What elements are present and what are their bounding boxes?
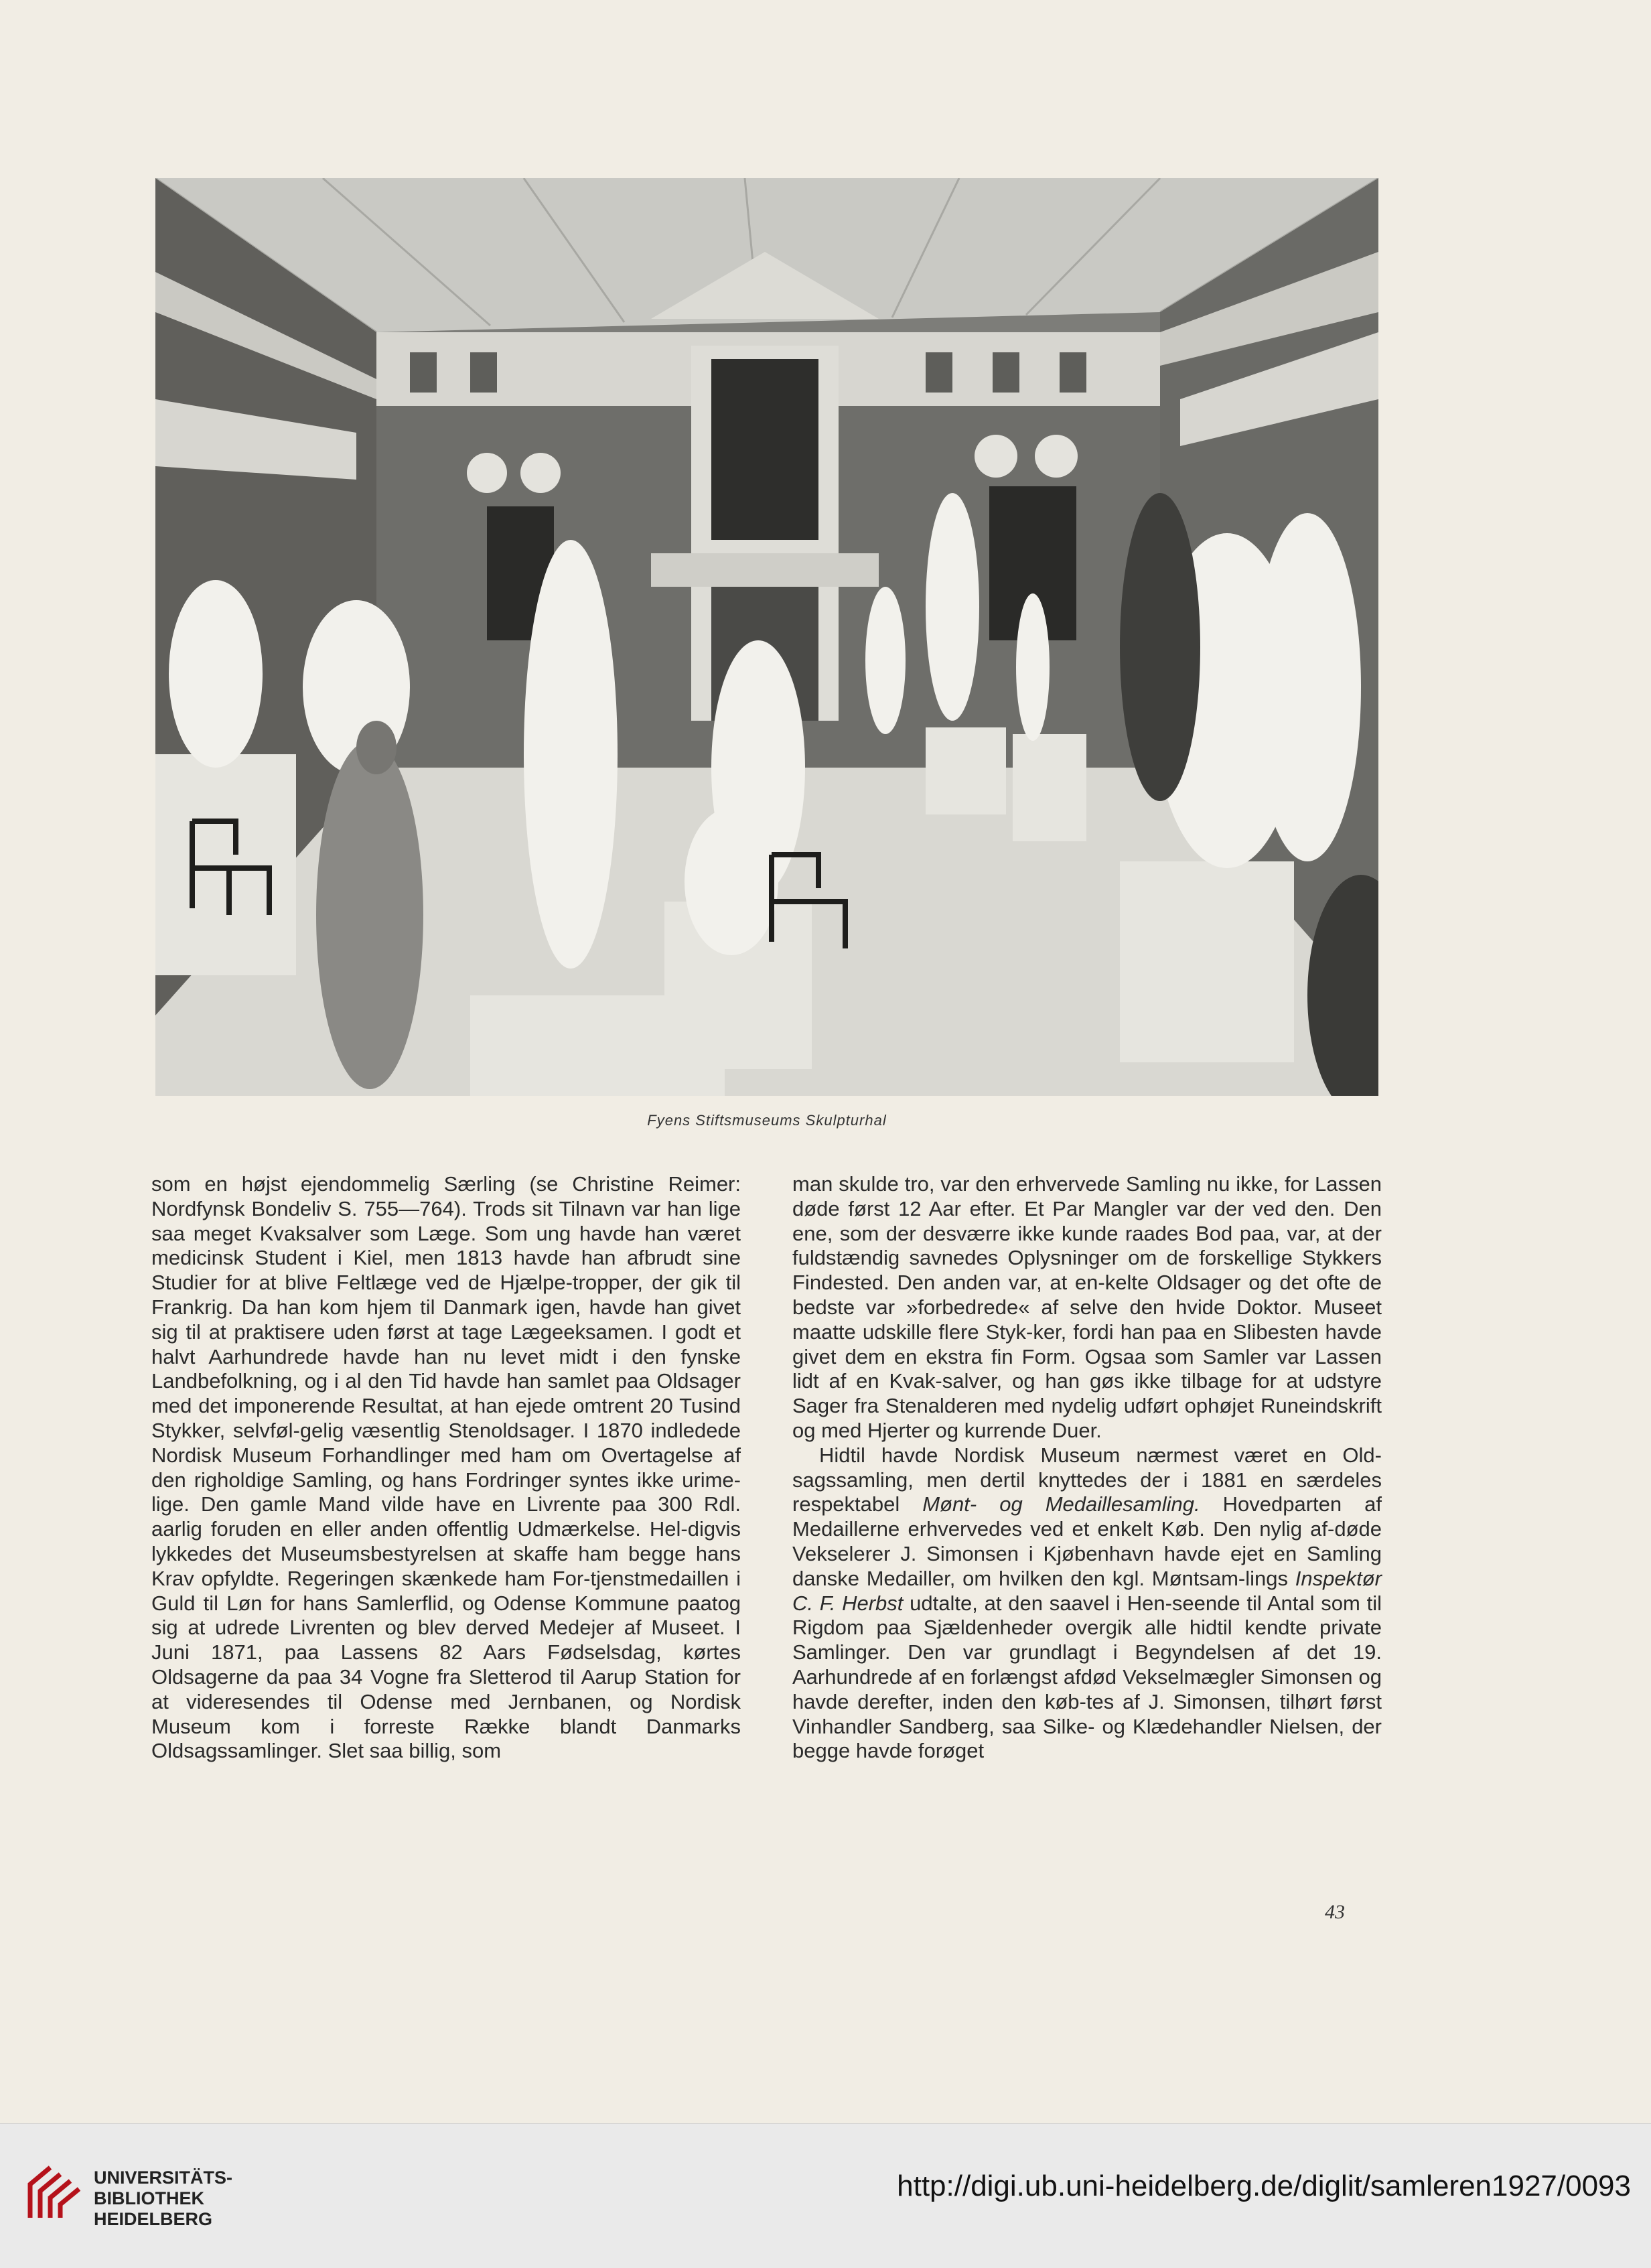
emphasis-text: Inspektør C. F. Herbst [792,1566,1382,1615]
text-run: udtalte, at den saavel i Hen-seende til Antal som til Rigdom paa Sjældenheder overgik alle hidtil kendte private Samlinger. Den var grundlagt i Begyndelsen af det 19. Aarhundrede af en forlængst afdød Vekselmægler Simonsen og havde derefter, inden den køb-tes af J. Simonsen, tilhørt først Vinhandler Sandberg, saa Silke- og Klædehandler Nielsen, der begge havde forøget [792,1591,1382,1763]
paragraph: som en højst ejendommelig Særling (se Christine Reimer: Nordfynsk Bondeliv S. 755—764). Trods sit Tilnavn var han lige saa meget Kvaksalver som Læge. Som ung havde han været medicinsk Student i Kiel, men 1813 havde han afbrudt sine Studier for at blive Feltlæge ved de Hjælpe-tropper, der gik til Frankrig. Da han kom hjem til Danmark igen, havde han givet sig til at praktisere uden først at tage Lægeeksamen. I godt et halvt Aarhundrede havde han nu levet midt i den fynske Landbefolkning, og i al den Tid havde han samlet paa Oldsager med det imponerende Resultat, at han ejede omtrent 20 Tusind Stykker, selvføl-gelig væsentlig Stenoldsager. I 1870 indledede Nordisk Museum Forhandlinger med ham om Overtagelse af den righoldige Samling, og hans Fordringer syntes ikke urime-lige. Den gamle Mand vilde have en Livrente paa 300 Rdl. aarlig foruden en eller anden offentlig Udmærkelse. Hel-digvis lykkedes det Museumsbestyrelsen at skaffe ham begge hans Krav opfyldte. Regeringen skænkede ham For-tjenstmedaillen i Guld til Løn for hans Samlerflid, og Odense Kommune paatog sig at udrede Livrenten og blev derved Medejer af Museet. I Juni 1871, paa Lassens 82 Aars Fødselsdag, kørtes Oldsagerne da paa 34 Vogne fra Sletterod til Aarup Station for at videresendes til Odense med Jernbanen, og Nordisk Museum kom i forreste Række blandt Danmarks Oldsagssamlinger. Slet saa billig, som [151,1172,741,1763]
text-run: Hovedparten af Medaillerne erhvervedes ved et enkelt Køb. Den nylig af-døde Vekselerer J. Simonsen i Kjøbenhavn havde ejet en Samling danske Medailler, om hvilken den kgl. Møntsam-lings [792,1492,1382,1590]
ub-heidelberg-logo [20,2161,87,2228]
photo-caption: Fyens Stiftsmuseums Skulpturhal [647,1112,887,1129]
library-footer [0,2123,1651,2268]
source-url[interactable]: http://digi.ub.uni-heidelberg.de/diglit/samleren1927/0093 [897,2170,1631,2202]
text-column-right [792,1172,1382,1764]
library-name-line: BIBLIOTHEK [94,2188,204,2208]
emphasis-text: Mønt- og Medaillesamling. [922,1492,1200,1516]
library-name-line: UNIVERSITÄTS- [94,2168,233,2188]
paragraph [792,1443,1382,1764]
library-name [94,2168,232,2230]
text-column-left [151,1172,741,1764]
photo-illustration [155,178,1378,1096]
sculpture-hall-photo [155,178,1378,1096]
page-number: 43 [1325,1901,1345,1923]
library-name-line: HEIDELBERG [94,2209,213,2229]
text-run: Hidtil havde Nordisk Museum nærmest været en Old-sagssamling, men dertil knyttedes der i 1881 en særdeles respektabel [792,1443,1382,1516]
paragraph: man skulde tro, var den erhvervede Samling nu ikke, for Lassen døde først 12 Aar efter. Et Par Mangler var der ved den. Den ene, som der desværre ikke kunde raades Bod paa, var, at der fuldstændig savnedes Oplysninger om de forskellige Stykkers Findested. Den anden var, at en-kelte Oldsager og det ofte de bedste var »forbedrede« af selve den hvide Doktor. Museet maatte udskille flere Styk-ker, fordi han paa en Slibesten havde givet dem en ekstra fin Form. Ogsaa som Samler var Lassen lidt af en Kvak-salver, og han gøs ikke tilbage for at udstyre Sager fra Stenalderen med nydelig udført ophøjet Runeindskrift og med Hjerter og kurrende Duer. [792,1172,1382,1442]
